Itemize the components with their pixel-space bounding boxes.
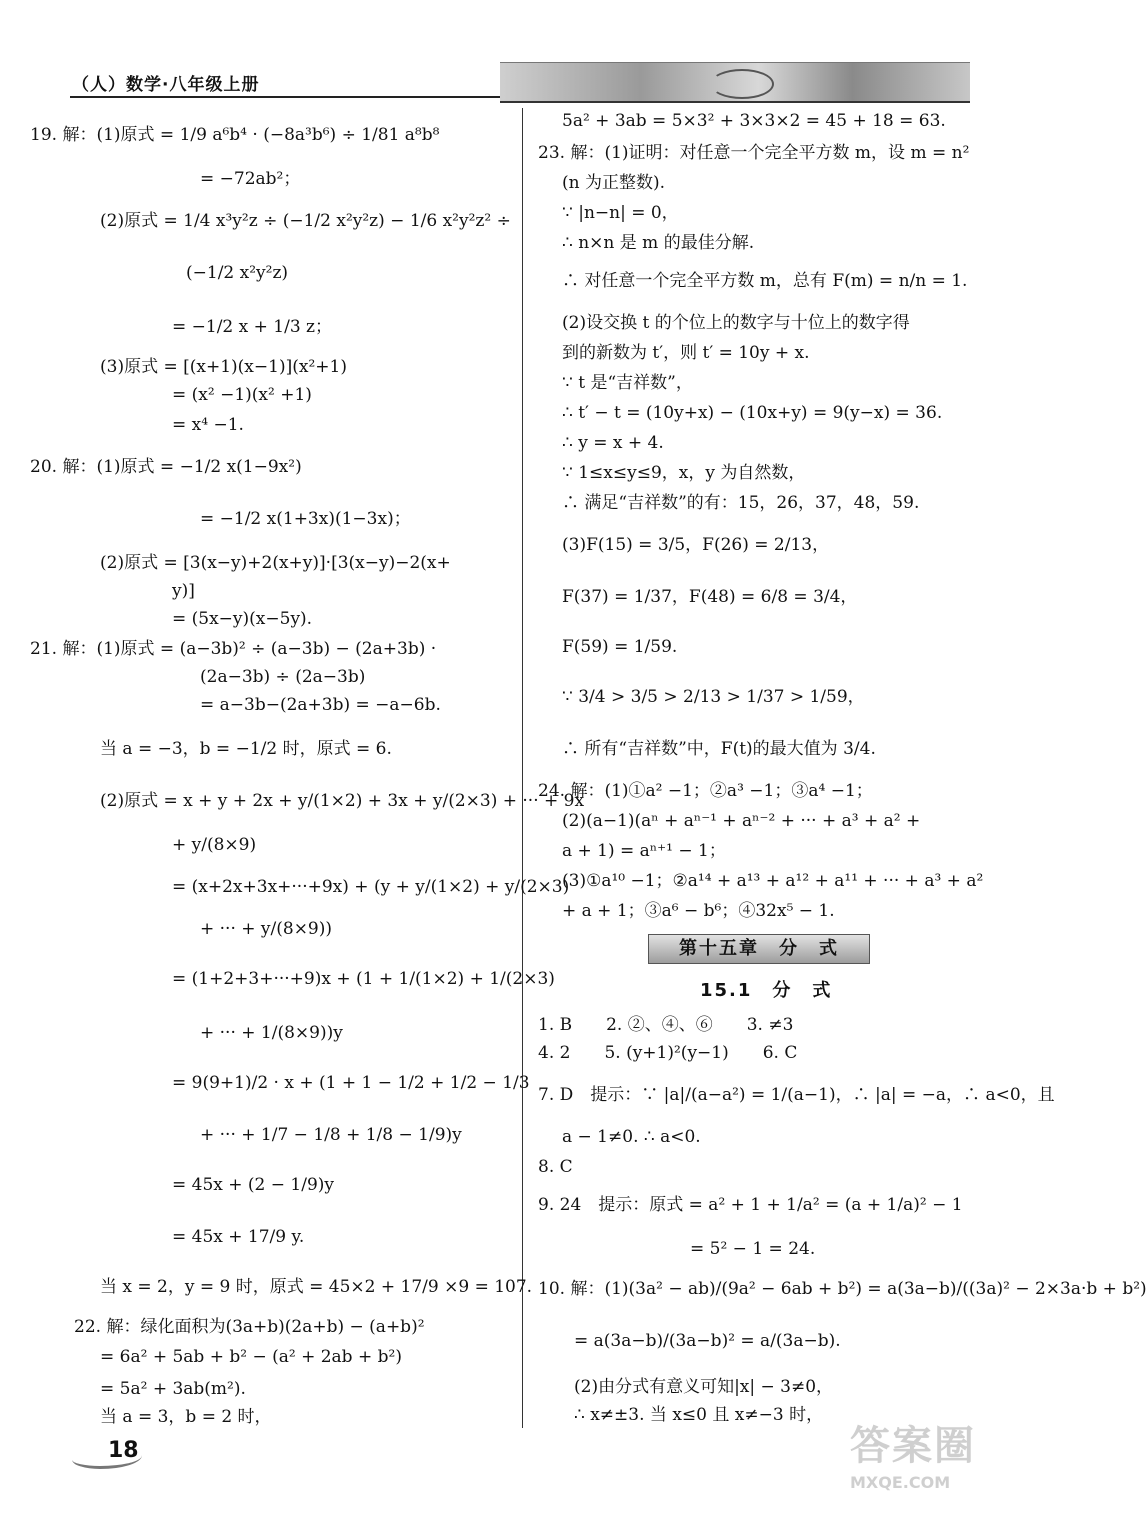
answer-line: (2)原式 = x + y + 2x + y/(1×2) + 3x + y/(2×3) + ··· + 9x: [100, 791, 585, 811]
answer-line: 21. 解：(1)原式 = (a−3b)² ÷ (a−3b) − (2a+3b) ·: [30, 639, 437, 659]
answer-line: ∴ n×n 是 m 的最佳分解.: [562, 233, 755, 253]
answer-line: (3)原式 = [(x+1)(x−1)](x²+1): [100, 357, 347, 377]
answer-line: (2a−3b) ÷ (2a−3b): [200, 667, 366, 687]
answer-line: + a + 1；③a⁶ − b⁶；④32x⁵ − 1.: [562, 901, 835, 921]
answer-line: 到的新数为 t′，则 t′ = 10y + x.: [562, 343, 810, 363]
book-title: （人）数学·八年级上册: [72, 75, 260, 95]
answer-line: = (1+2+3+···+9)x + (1 + 1/(1×2) + 1/(2×3): [172, 969, 555, 989]
page-header: [0, 0, 1000, 100]
answer-line: 20. 解：(1)原式 = −1/2 x(1−9x²): [30, 457, 302, 477]
answer-line: (3)①a¹⁰ −1；②a¹⁴ + a¹³ + a¹² + a¹¹ + ··· + a³ + a²: [562, 871, 984, 891]
watermark-url: MXQE.COM: [850, 1473, 951, 1492]
watermark: [850, 1414, 982, 1504]
answer-line: a + 1) = aⁿ⁺¹ − 1；: [562, 841, 726, 861]
answer-line: (2)设交换 t 的个位上的数字与十位上的数字得: [562, 313, 910, 333]
answer-line: (2)(a−1)(aⁿ + aⁿ⁻¹ + aⁿ⁻² + ··· + a³ + a² +: [562, 811, 921, 831]
header-banner-image: [500, 62, 970, 103]
column-divider: [522, 108, 523, 1428]
header-rule: [70, 96, 502, 98]
answer-line: = a(3a−b)/(3a−b)² = a/(3a−b).: [574, 1331, 841, 1351]
answer-line: 19. 解：(1)原式 = 1/9 a⁶b⁴ · (−8a³b⁶) ÷ 1/81 a⁸b⁸: [30, 125, 440, 145]
answer-line: = x⁴ −1.: [172, 415, 244, 435]
answer-line: = −72ab²；: [200, 169, 301, 189]
answer-line: = (x+2x+3x+···+9x) + (y + y/(1×2) + y/(2×3): [172, 877, 570, 897]
section-title: 15.1 分 式: [700, 980, 833, 1001]
answer-line: (2)原式 = [3(x−y)+2(x+y)]·[3(x−y)−2(x+: [100, 553, 451, 573]
answer-line: + ··· + 1/7 − 1/8 + 1/8 − 1/9)y: [200, 1125, 462, 1145]
answer-line: = (x² −1)(x² +1): [172, 385, 312, 405]
answer-line: = −1/2 x + 1/3 z；: [172, 317, 333, 337]
answer-line: (n 为正整数).: [562, 173, 666, 193]
answer-line: 8. C: [538, 1157, 573, 1177]
answer-line: 5a² + 3ab = 5×3² + 3×3×2 = 45 + 18 = 63.: [562, 111, 946, 131]
answer-line: ∴ y = x + 4.: [562, 433, 664, 453]
answer-line: ∵ 3/4 > 3/5 > 2/13 > 1/37 > 1/59，: [562, 687, 865, 707]
answer-line: 22. 解：绿化面积为(3a+b)(2a+b) − (a+b)²: [74, 1317, 425, 1337]
answer-line: = 5a² + 3ab(m²).: [100, 1379, 246, 1399]
answer-line: (2)原式 = 1/4 x³y²z ÷ (−1/2 x²y²z) − 1/6 x²y²z² ÷: [100, 211, 511, 231]
answer-line: = (5x−y)(x−5y).: [172, 609, 313, 629]
answer-line: = 45x + 17/9 y.: [172, 1227, 305, 1247]
answer-line: 7. D 提示：∵ |a|/(a−a²) = 1/(a−1)，∴ |a| = −a，∴ a<0，且: [538, 1085, 1055, 1105]
answer-line: ∴ x≠±3. 当 x≤0 且 x≠−3 时，: [574, 1405, 824, 1425]
answer-line: ∴ 对任意一个完全平方数 m，总有 F(m) = n/n = 1.: [562, 271, 968, 291]
answer-line: F(37) = 1/37，F(48) = 6/8 = 3/4，: [562, 587, 858, 607]
answer-line: = −1/2 x(1+3x)(1−3x)；: [200, 509, 411, 529]
answer-line: 当 a = −3，b = −1/2 时，原式 = 6.: [100, 739, 392, 759]
answer-line: 1. B 2. ②、④、⑥ 3. ≠3: [538, 1015, 794, 1035]
answer-line: + ··· + 1/(8×9))y: [200, 1023, 343, 1043]
answer-line: a − 1≠0. ∴ a<0.: [562, 1127, 701, 1147]
answer-line: 24. 解：(1)①a² −1；②a³ −1；③a⁴ −1；: [538, 781, 873, 801]
answer-line: (3)F(15) = 3/5，F(26) = 2/13，: [562, 535, 830, 555]
answer-line: = 45x + (2 − 1/9)y: [172, 1175, 335, 1195]
answer-line: + ··· + y/(8×9)): [200, 919, 333, 939]
answer-line: 当 a = 3，b = 2 时，: [100, 1407, 272, 1427]
answer-line: ∵ 1≤x≤y≤9，x，y 为自然数，: [562, 463, 806, 483]
answer-line: ∴ t′ − t = (10y+x) − (10x+y) = 9(y−x) = 36.: [562, 403, 943, 423]
chapter-title: 第十五章 分 式: [648, 934, 870, 964]
answer-line: ∵ |n−n| = 0，: [562, 203, 679, 223]
answer-line: = 5² − 1 = 24.: [690, 1239, 816, 1259]
answer-line: ∵ t 是“吉祥数”，: [562, 373, 693, 393]
answer-line: 当 x = 2，y = 9 时，原式 = 45×2 + 17/9 ×9 = 107.: [100, 1277, 533, 1297]
page-number: 18: [108, 1438, 139, 1463]
answer-line: = a−3b−(2a+3b) = −a−6b.: [200, 695, 441, 715]
answer-line: ∴ 满足“吉祥数”的有：15，26，37，48，59.: [562, 493, 920, 513]
answer-line: = 9(9+1)/2 · x + (1 + 1 − 1/2 + 1/2 − 1/3: [172, 1073, 530, 1093]
answer-line: 23. 解：(1)证明：对任意一个完全平方数 m，设 m = n²: [538, 143, 970, 163]
answer-line: y)]: [172, 581, 195, 601]
answer-line: 10. 解：(1)(3a² − ab)/(9a² − 6ab + b²) = a(3a−b)/((3a)² − 2×3a·b + b²): [538, 1279, 1147, 1299]
answer-line: 4. 2 5. (y+1)²(y−1) 6. C: [538, 1043, 798, 1063]
answer-line: 9. 24 提示：原式 = a² + 1 + 1/a² = (a + 1/a)² − 1: [538, 1195, 963, 1215]
answer-line: = 6a² + 5ab + b² − (a² + 2ab + b²): [100, 1347, 402, 1367]
answer-line: ∴ 所有“吉祥数”中，F(t)的最大值为 3/4.: [562, 739, 876, 759]
answer-line: + y/(8×9): [172, 835, 257, 855]
answer-line: F(59) = 1/59.: [562, 637, 678, 657]
answer-line: (2)由分式有意义可知|x| − 3≠0，: [574, 1377, 834, 1397]
watermark-logo: 答案圈: [850, 1423, 976, 1469]
answer-line: (−1/2 x²y²z): [186, 263, 289, 283]
